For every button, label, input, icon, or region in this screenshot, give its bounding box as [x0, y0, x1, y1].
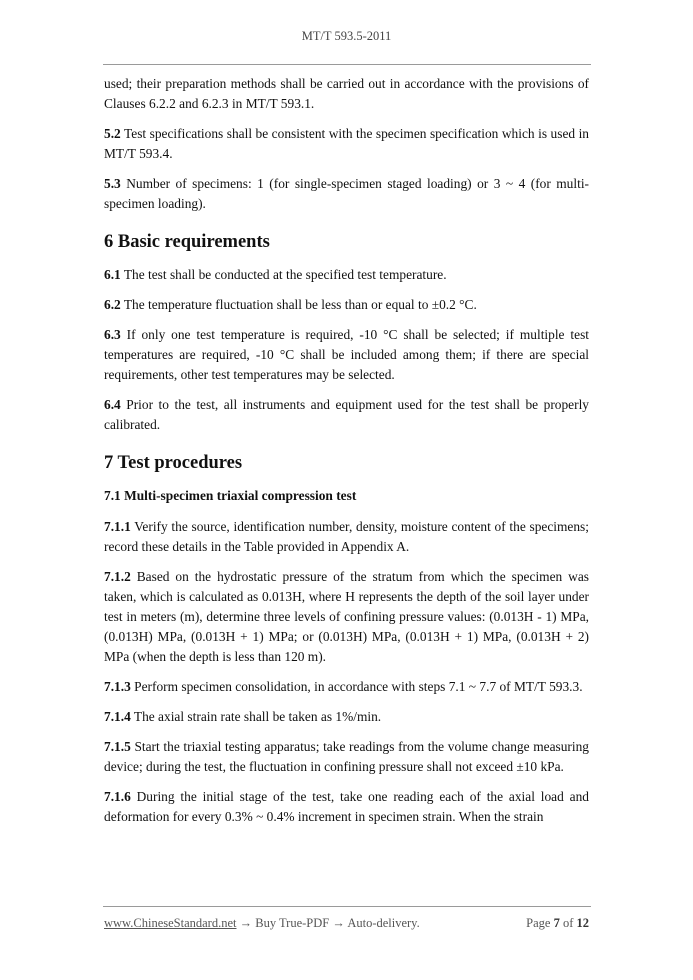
of-label: of	[562, 916, 574, 930]
clause-6-4	[104, 395, 589, 435]
clause-text: Start the triaxial testing apparatus; take readings from the volume change measuring device; during the test, the fluctuation in confining pressure shall not exceed ±10 kPa.	[104, 739, 589, 774]
clause-7-1-5	[104, 737, 589, 777]
auto-delivery-text: Auto-delivery.	[347, 916, 420, 930]
section-6-heading: 6 Basic requirements	[104, 232, 270, 252]
page-number: 7	[553, 916, 560, 930]
clause-number: 7.1.2	[104, 569, 131, 584]
clause-number: 7.1.5	[104, 739, 131, 754]
document-code: MT/T 593.5-2011	[301, 29, 392, 43]
clause-6-2	[104, 295, 589, 315]
clause-text: Based on the hydrostatic pressure of the stratum from which the specimen was taken, which is calculated as 0.013H, where H represents the depth of the soil layer under test in meters (m), determine three levels of confining pressure values: (0.013H - 1) MPa, (0.013H) MPa, (0.013H + 1) MPa; or (0.013H) MPa, (0.013H + 1) MPa, (0.013H + 2) MPa (when the depth is less than 120 m).	[104, 569, 589, 664]
clause-7-1-1	[104, 517, 589, 557]
clause-text: The temperature fluctuation shall be less than or equal to ±0.2 °C.	[120, 297, 477, 312]
clause-number: 7.1.3	[104, 679, 131, 694]
page-header	[0, 29, 693, 44]
arrow-icon: →	[329, 916, 348, 930]
clause-text: During the initial stage of the test, take one reading each of the axial load and deformation for every 0.3% ~ 0.4% increment in specimen strain. When the strain	[104, 789, 589, 824]
arrow-icon: →	[236, 916, 256, 930]
clause-text: Number of specimens: 1 (for single-specimen staged loading) or 3 ~ 4 (for multi-specimen loading).	[104, 176, 589, 211]
page-label: Page	[526, 916, 551, 930]
buy-pdf-link[interactable]: Buy True-PDF	[255, 916, 330, 930]
clause-number: 7.1.1	[104, 519, 131, 534]
clause-number: 5.2	[104, 126, 121, 141]
footer-left	[104, 916, 420, 931]
clause-5-3	[104, 174, 589, 214]
site-link[interactable]: www.ChineseStandard.net	[104, 916, 237, 930]
clause-7-1-4	[104, 707, 589, 727]
clause-text: If only one test temperature is required, -10 °C shall be selected; if multiple test temperatures are required, -10 °C shall be included among them; if there are special requirements, other test temperatures may be selected.	[104, 327, 589, 382]
clause-text: Verify the source, identification number, density, moisture content of the specimens; record these details in the Table provided in Appendix A.	[104, 519, 589, 554]
page-indicator	[526, 916, 589, 931]
page-body	[104, 74, 589, 837]
header-rule	[103, 64, 591, 65]
clause-text: Test specifications shall be consistent with the specimen specification which is used in MT/T 593.4.	[104, 126, 589, 161]
clause-6-3	[104, 325, 589, 385]
page-footer	[104, 916, 589, 931]
clause-number: 6.3	[104, 327, 121, 342]
subsection-7-1-heading: 7.1 Multi-specimen triaxial compression test	[104, 488, 357, 503]
clause-6-1	[104, 265, 589, 285]
clause-number: 7.1.4	[104, 709, 131, 724]
clause-text: Perform specimen consolidation, in accordance with steps 7.1 ~ 7.7 of MT/T 593.3.	[130, 679, 583, 694]
paragraph-text: used; their preparation methods shall be carried out in accordance with the provisions of Clauses 6.2.2 and 6.2.3 in MT/T 593.1.	[104, 76, 589, 111]
clause-7-1-2	[104, 567, 589, 667]
clause-number: 6.2	[104, 297, 121, 312]
clause-number: 6.4	[104, 397, 121, 412]
clause-number: 7.1.6	[104, 789, 131, 804]
clause-number: 6.1	[104, 267, 121, 282]
clause-text: Prior to the test, all instruments and equipment used for the test shall be properly calibrated.	[104, 397, 589, 432]
clause-5-2	[104, 124, 589, 164]
clause-text: The test shall be conducted at the specified test temperature.	[120, 267, 447, 282]
paragraph-continuation	[104, 74, 589, 114]
clause-7-1-3	[104, 677, 589, 697]
footer-rule	[103, 906, 591, 907]
clause-7-1-6	[104, 787, 589, 827]
section-7-heading: 7 Test procedures	[104, 453, 243, 473]
clause-text: The axial strain rate shall be taken as 1%/min.	[130, 709, 382, 724]
clause-number: 5.3	[104, 176, 121, 191]
page-total: 12	[576, 916, 589, 930]
